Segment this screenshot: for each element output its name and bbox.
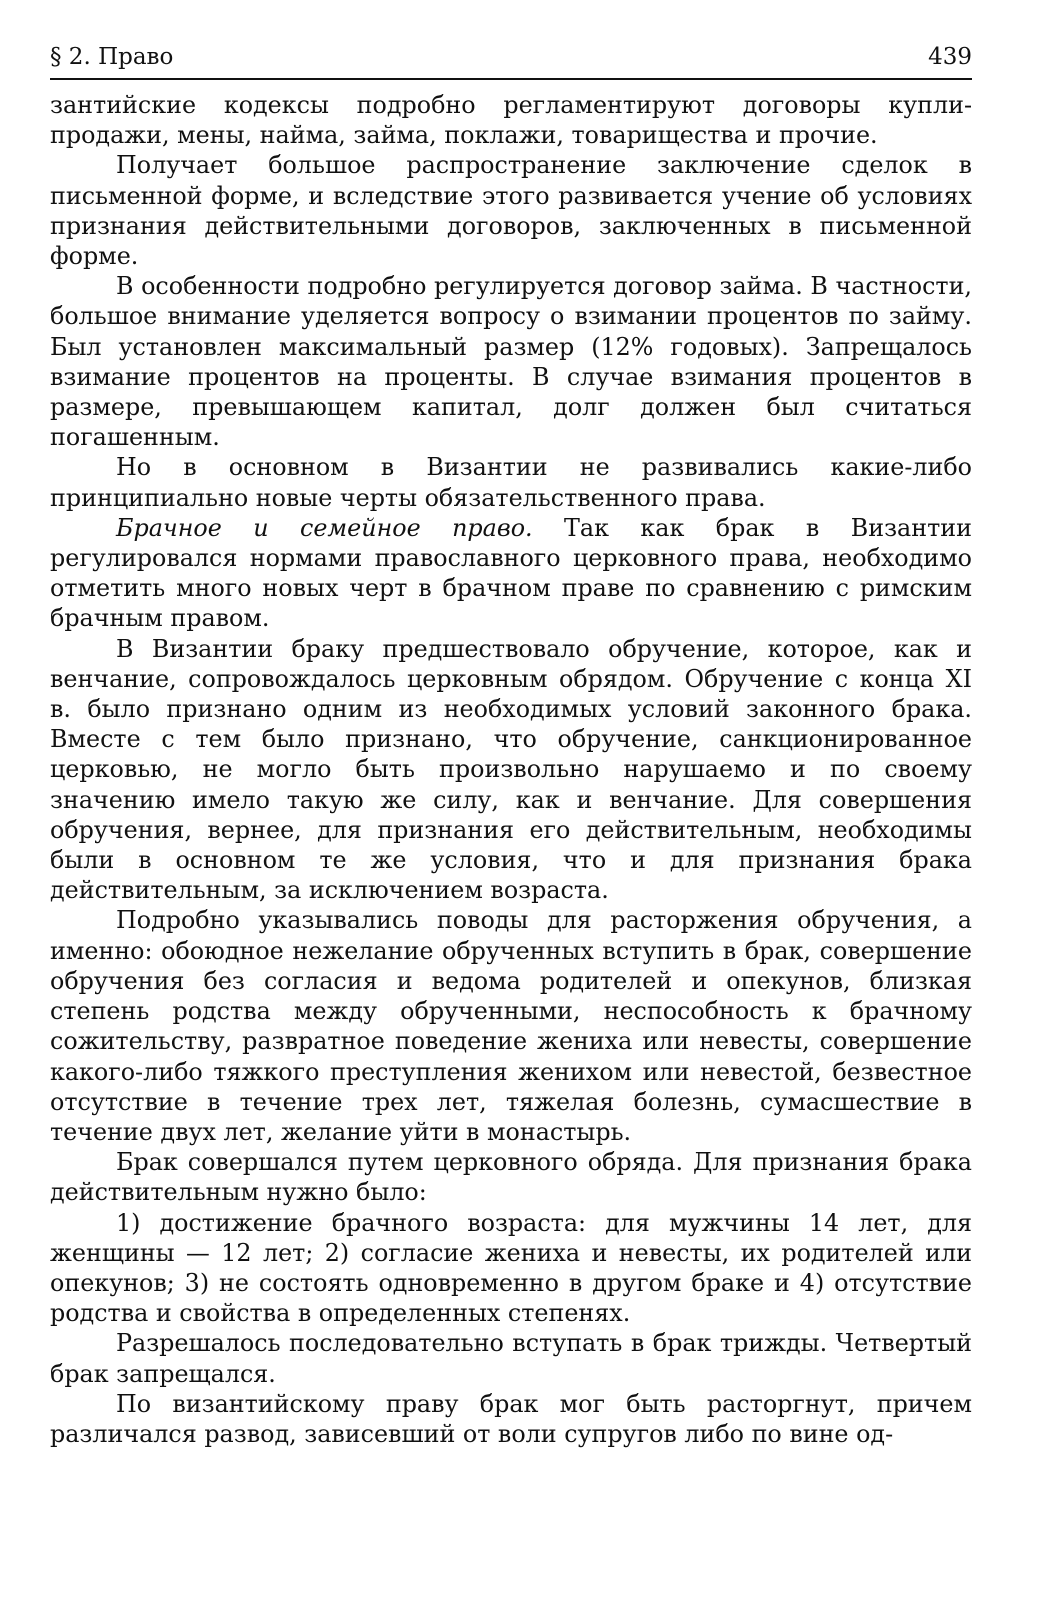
section-title: § 2. Право xyxy=(50,44,174,70)
paragraph: Но в основном в Византии не развивались какие-либо принципиально новые черты обязательственного права. xyxy=(50,453,972,512)
paragraph: Брак совершался путем церковного обряда. Для признания брака действительным нужно было: xyxy=(50,1148,972,1207)
paragraph-text: Так как брак в Византии регулировался нормами православного церковного права, необходимо отметить много новых черт в брачном праве по сравнению с римским брачным правом. xyxy=(50,513,972,633)
paragraph: По византийскому праву брак мог быть расторгнут, причем различался развод, зависевший от воли супругов либо по вине од- xyxy=(50,1389,972,1448)
paragraph: Подробно указывались поводы для расторжения обручения, а именно: обоюдное нежелание обрученных вступить в брак, совершение обручения без согласия и ведома родителей и опекунов, близкая степень родства между обрученными, неспособность к брачному сожительству, развратное поведение жениха или невесты, совершение какого-либо тяжкого преступления женихом или невестой, безвестное отсутствие в течение трех лет, тяжелая болезнь, сумасшествие в течение двух лет, желание уйти в монастырь. xyxy=(50,906,972,1146)
page-number: 439 xyxy=(928,44,972,70)
paragraph: Разрешалось последовательно вступать в брак трижды. Четвертый брак запрещался. xyxy=(50,1329,972,1388)
paragraph: Получает большое распространение заключение сделок в письменной форме, и вследствие этого развивается учение об условиях признания действительными договоров, заключенных в письменной форме. xyxy=(50,151,972,271)
running-head xyxy=(50,42,972,80)
italic-heading: Брачное и семейное право. xyxy=(116,513,533,542)
paragraph: В Византии браку предшествовало обручение, которое, как и венчание, сопровождалось церковным обрядом. Обручение с конца XI в. было признано одним из необходимых условий законного брака. Вместе с тем было признано, что обручение, санкционированное церковью, не могло быть произвольно нарушаемо и по своему значению имело такую же силу, как и венчание. Для совершения обручения, вернее, для признания его действительным, необходимы были в основном те же условия, что и для признания брака действительным, за исключением возраста. xyxy=(50,634,972,905)
paragraph: зантийские кодексы подробно регламентируют договоры купли-продажи, мены, найма, займа, поклажи, товарищества и прочие. xyxy=(50,91,972,150)
paragraph: В особенности подробно регулируется договор займа. В частности, большое внимание уделяется вопросу о взимании процентов по займу. Был установлен максимальный размер (12% годовых). Запрещалось взимание процентов на проценты. В случае взимания процентов в размере, превышающем капитал, долг должен был считаться погашенным. xyxy=(50,272,972,452)
paragraph: 1) достижение брачного возраста: для мужчины 14 лет, для женщины — 12 лет; 2) согласие жениха и невесты, их родителей или опекунов; 3) не состоять одновременно в другом браке и 4) отсутствие родства и свойства в определенных степенях. xyxy=(50,1208,972,1328)
book-page xyxy=(50,42,972,1449)
body-text xyxy=(50,90,972,1449)
paragraph xyxy=(50,513,972,634)
